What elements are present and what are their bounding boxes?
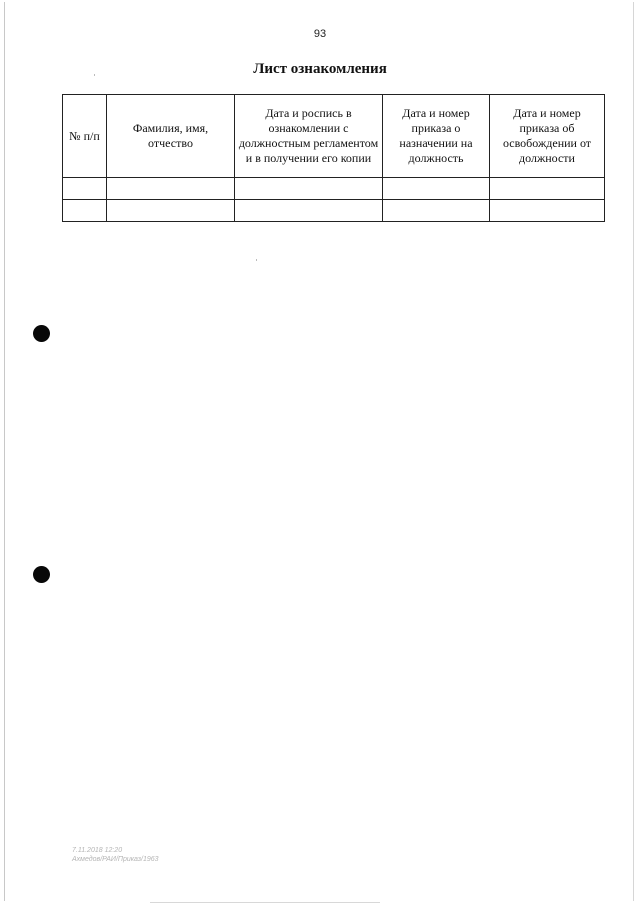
page-number: 93 (313, 28, 327, 40)
table-row (63, 178, 605, 200)
header-full-name: Фамилия, имя, отчество (107, 95, 235, 178)
header-number: № п/п (63, 95, 107, 178)
header-dismissal-order: Дата и номер приказа об освобождении от должности (490, 95, 605, 178)
table-cell (235, 178, 383, 200)
punch-hole-top (33, 325, 50, 342)
punch-hole-bottom (33, 566, 50, 583)
scan-stamp-line-1: 7.11.2018 12:20 (72, 847, 123, 854)
acquaintance-table (62, 94, 605, 222)
table-cell (235, 200, 383, 222)
scan-stamp-line-2: Ахмедов/РАИ/Приказ/1963 (72, 856, 159, 863)
header-appointment-order: Дата и номер приказа о назначении на должность (383, 95, 490, 178)
table-cell (63, 178, 107, 200)
scan-speck (256, 259, 257, 261)
table-row (63, 200, 605, 222)
table-header-row (63, 95, 605, 178)
table-cell (63, 200, 107, 222)
table-cell (383, 200, 490, 222)
table-cell (383, 178, 490, 200)
table-cell (107, 200, 235, 222)
table-cell (490, 178, 605, 200)
table-cell (107, 178, 235, 200)
table-cell (490, 200, 605, 222)
scan-bottom-line (150, 902, 380, 903)
scan-stamp (72, 846, 159, 864)
scan-speck (94, 74, 95, 76)
document-title: Лист ознакомления (253, 61, 387, 77)
header-signature-date: Дата и роспись в ознакомлении с должностным регламентом и в получении его копии (235, 95, 383, 178)
